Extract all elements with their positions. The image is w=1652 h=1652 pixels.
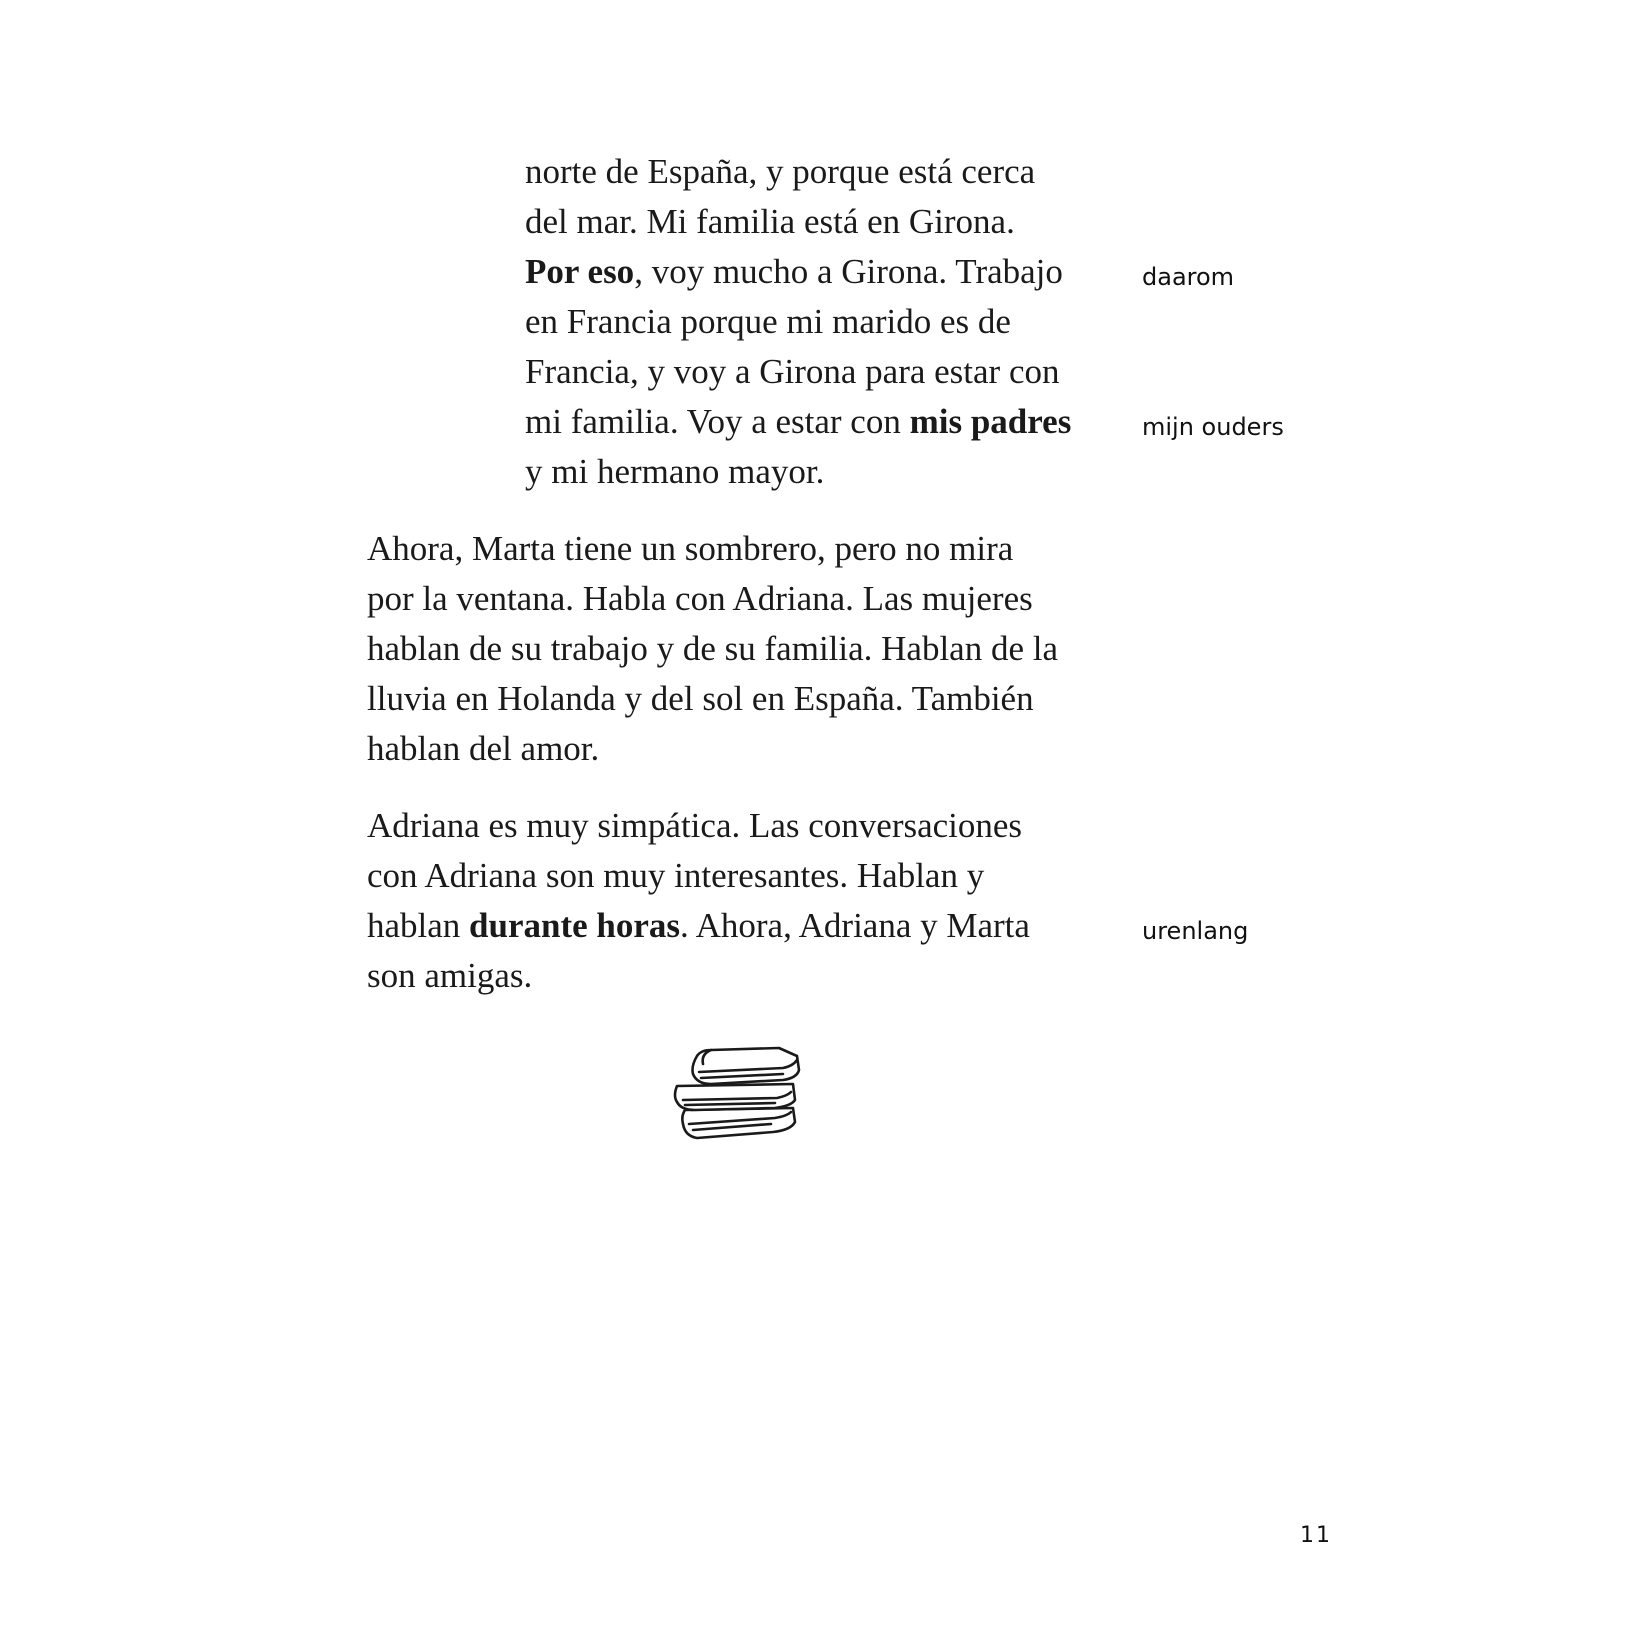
gloss-durante-horas: urenlang xyxy=(1142,917,1249,945)
text-line: Por eso, voy mucho a Girona. Trabajo xyxy=(525,252,1063,291)
page-number: 11 xyxy=(1300,1523,1332,1548)
text-line: hablan del amor. xyxy=(367,729,600,768)
text-line: hablan durante horas. Ahora, Adriana y Marta xyxy=(367,906,1030,945)
text-line: en Francia porque mi marido es de xyxy=(525,302,1011,341)
text-line: son amigas. xyxy=(367,956,533,995)
text-line: Adriana es muy simpática. Las conversaciones xyxy=(367,806,1023,845)
text-line: lluvia en Holanda y del sol en España. También xyxy=(367,679,1034,718)
text-line: hablan de su trabajo y de su familia. Hablan de la xyxy=(367,629,1059,668)
bold-term-durante-horas: durante horas xyxy=(469,906,681,945)
text-line: norte de España, y porque está cerca xyxy=(525,152,1036,191)
bold-term-mis-padres: mis padres xyxy=(909,402,1072,441)
stack-of-books-icon xyxy=(671,1046,803,1146)
bold-term-por-eso: Por eso xyxy=(525,252,635,291)
gloss-mis-padres: mijn ouders xyxy=(1142,413,1284,441)
text-line: por la ventana. Habla con Adriana. Las mujeres xyxy=(367,579,1033,618)
text-line: con Adriana son muy interesantes. Hablan y xyxy=(367,856,985,895)
text-line: y mi hermano mayor. xyxy=(525,452,825,491)
text-line: mi familia. Voy a estar con mis padres xyxy=(525,402,1072,441)
text-line: Ahora, Marta tiene un sombrero, pero no mira xyxy=(367,529,1014,568)
text-line: del mar. Mi familia está en Girona. xyxy=(525,202,1015,241)
gloss-por-eso: daarom xyxy=(1142,263,1235,291)
text-line: Francia, y voy a Girona para estar con xyxy=(525,352,1060,391)
